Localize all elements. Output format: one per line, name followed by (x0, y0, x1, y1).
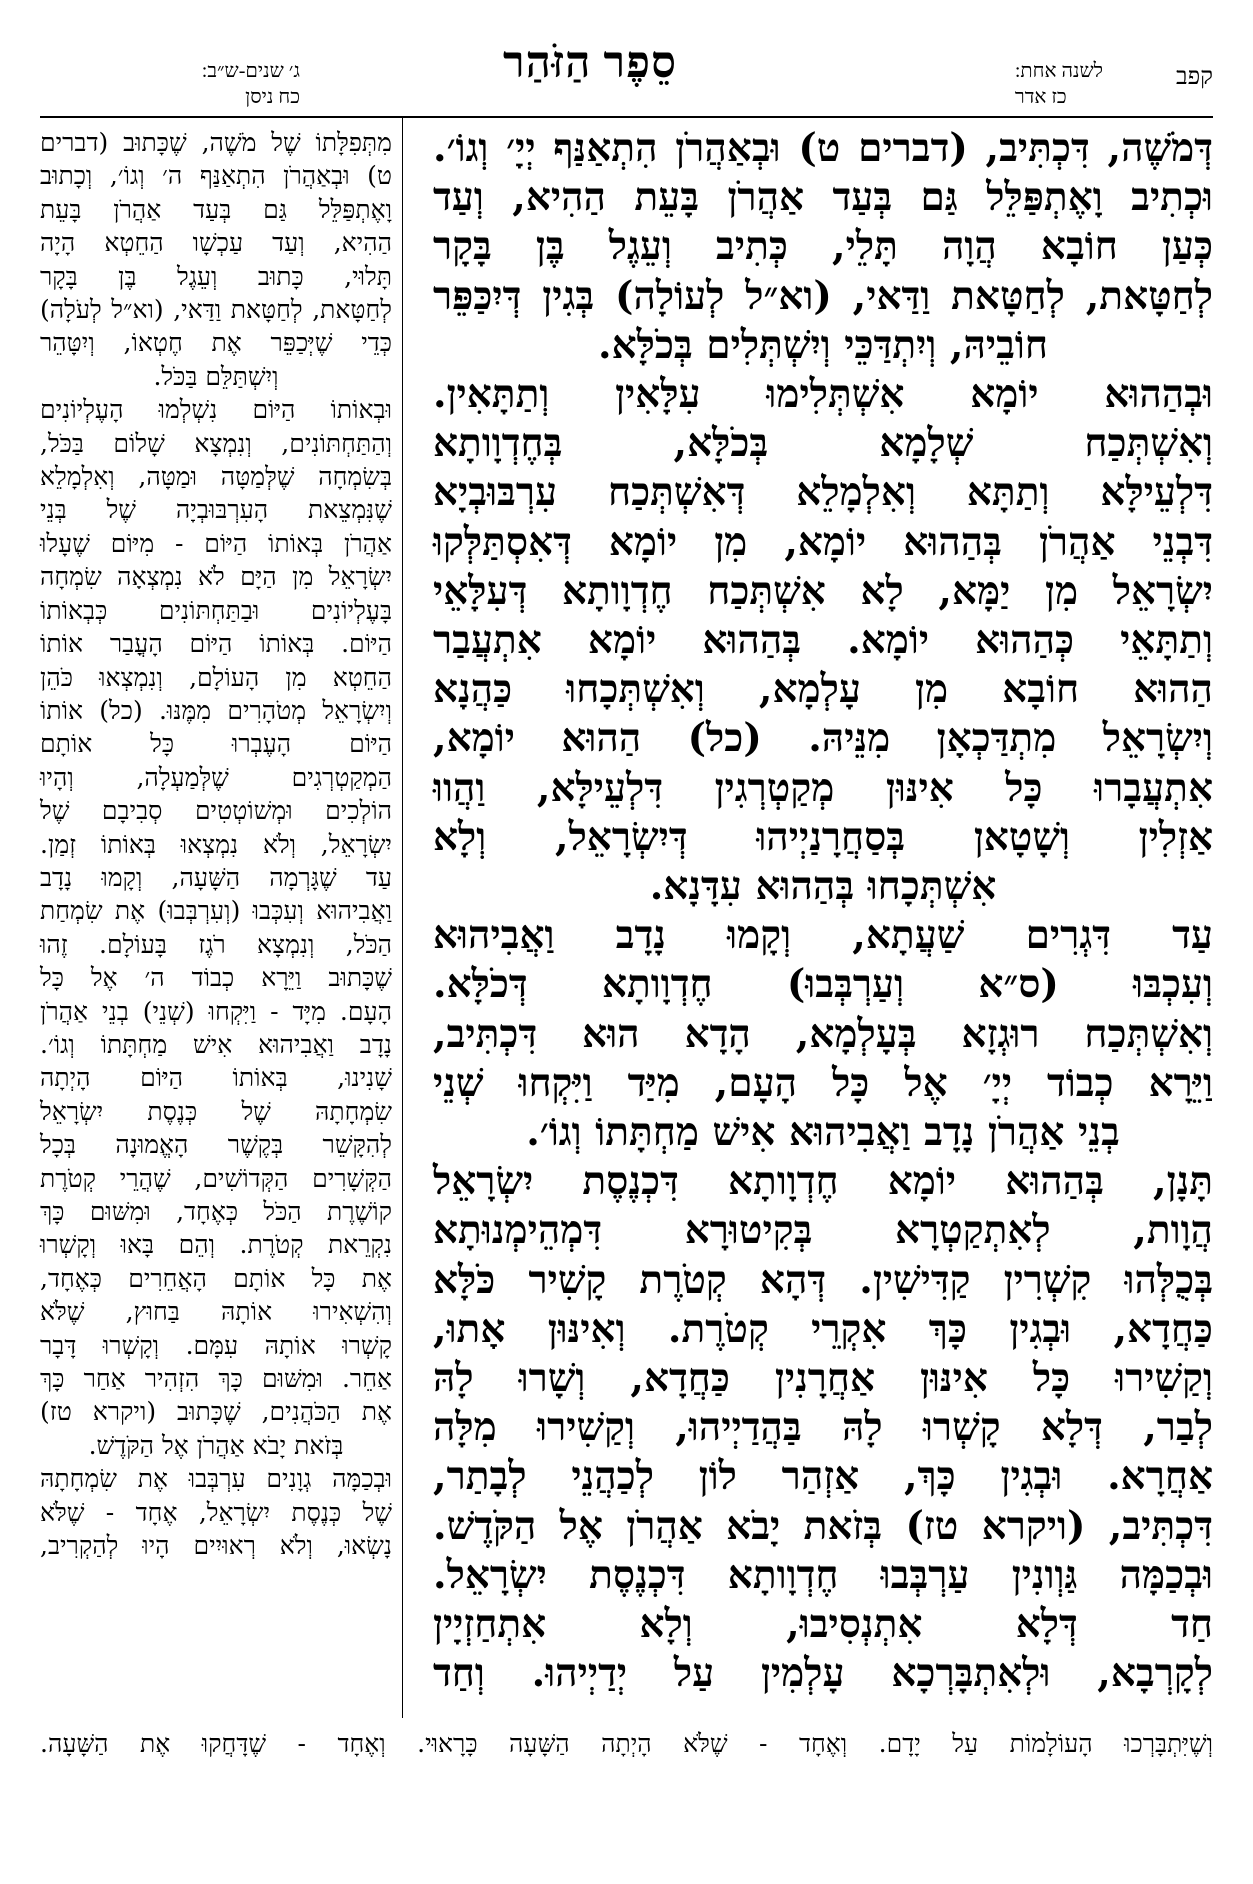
text-line: וְהִשְׁאִירוּ אוֹתָהּ בַּחוּץ, שֶׁלֹּא (40, 1297, 392, 1327)
footer-line: וְשֶׁיִּתְבָּרְכוּ הָעוֹלָמוֹת עַל יָדָם. וְאֶחָד - שֶׁלֹּא הָיְתָה הַשָּׁעָה כָּרָאוּי. וְאֶחָד - שֶׁדָּחֲקוּ אֶת הַשָּׁעָה. (40, 1729, 1213, 1758)
text-line: הָעָם. מִיָּד - וַיִּקְחוּ (שְׁנֵי) בְנֵי אַהֲרֹן (40, 996, 392, 1026)
hebrew-translation-column (40, 126, 392, 1716)
text-line: דִּכְתִּיב, (ויקרא טז) בְּזֹאת יָבֹא אַהֲרֹן אֶל הַקֹּדֶשׁ. (433, 1502, 1213, 1549)
text-line: לְבַר, דְּלָא קָשְׁרוּ לָהּ בַּהֲדַיְיהוּ, וְקַשִׁירוּ מִלָּה (433, 1404, 1213, 1451)
header-rule (40, 116, 1213, 118)
text-line: תָּנָן, בְּהַהוּא יוֹמָא חֶדְוָותָא דִּכְנֶסֶת יִשְׂרָאֵל (433, 1158, 1213, 1205)
column-divider (402, 118, 403, 1718)
page-number: קפב (1176, 64, 1213, 90)
text-line: בְּשִׂמְחָה שֶׁלְּמַטָּה וּמַטָּה, וְאִלְמָלֵא (40, 462, 392, 492)
book-title: סֵפֶר הַזֹּהַר (502, 38, 678, 87)
text-line: עַד דִּגְרִים שַׁעֲתָא, וְקָמוּ נָדָב וַאֲבִיהוּא (433, 912, 1213, 959)
text-line: בְּכֻלְּהוּ קִשְׁרִין קַדִּישִׁין. דְּהָא קְטֹרֶת קָשִׁיר כֹּלָּא (433, 1256, 1213, 1303)
text-line: יִשְׂרָאֵל, וְלֹא נִמְצְאוּ בְּאוֹתוֹ זְמַן. (40, 829, 392, 859)
text-line: וְתַתָּאֵי כְּהַהוּא יוֹמָא. בְּהַהוּא יוֹמָא אִתְעֲבַר (433, 617, 1213, 664)
text-line: נָשְׂאוּ, וְלֹא רְאוּיִים הָיוּ לְהַקְרִיב, (40, 1531, 392, 1561)
text-line: ט) וּבְאַהֲרֹן הִתְאַנַּף ה׳ וְגוֹ׳, וְכָתוּב (40, 161, 392, 191)
text-line: וּבְאוֹתוֹ הַיּוֹם נִשְׁלְמוּ הָעֶלְיוֹנִים (40, 395, 392, 425)
text-line: הוֹלְכִים וּמְשׁוֹטְטִים סְבִיבָם שֶׁל (40, 796, 392, 826)
text-line: הַהִיא, וְעַד עַכְשָׁו הַחֵטְא הָיָה (40, 228, 392, 258)
text-line: חוֹבֵיהּ, וְיִתְדַּכֵּי וְיִשְׁתְּלִים בְּכֹלָּא. (598, 321, 1048, 368)
yearly-schedule-label: לשנה אחת: (1014, 60, 1103, 82)
text-line: וְיִשְׂרָאֵל מִתְדַּכְאָן מִנֵּיהּ. (כל) הַהוּא יוֹמָא, (433, 715, 1213, 762)
text-line: וַיֵּרָא כְבוֹד יְיָ׳ אֶל כָּל הָעָם, מִיַּד וַיִּקְחוּ שְׁנֵי (433, 1059, 1213, 1106)
text-line: שֶׁכָּתוּב וַיֵּרָא כְבוֹד ה׳ אֶל כָּל (40, 963, 392, 993)
text-line: מִתְּפִלָּתוֹ שֶׁל מֹשֶׁה, שֶׁכָּתוּב (דברים (40, 128, 392, 157)
text-line: הַחֵטְא מִן הָעוֹלָם, וְנִמְצְאוּ כֹּהֵן (40, 662, 392, 692)
text-line: קָשְׁרוּ אוֹתָהּ עִמָּם. וְקָשְׁרוּ דָּבָר (40, 1330, 392, 1360)
text-line: הַיּוֹם. בְּאוֹתוֹ הַיּוֹם הָעֳבַר אוֹתוֹ (40, 629, 392, 659)
text-line: וּבְהַהוּא יוֹמָא אִשְׁתְּלִימוּ עִלָּאִין וְתַתָּאִין. (433, 371, 1213, 418)
text-line: תָּלוּי, כָּתוּב וְעֵגֶל בֶּן בָּקָר (40, 261, 392, 291)
text-line: אֶת כָּל אוֹתָם הָאֲחֵרִים כְּאֶחָד, (40, 1263, 392, 1293)
text-line: שֶׁנִּמְצֵאת הָעִרְבּוּבְיָה שֶׁל בְּנֵי (40, 495, 392, 525)
text-line: וְיִשְׂרָאֵל מְטֹהָרִים מִמֶּנּוּ. (כל) אוֹתוֹ (40, 695, 392, 725)
text-line: לְחַטָּאת, לְחַטָּאת וַדַּאי, (וא״ל לְעוֹלָה) בְּגִין דְּיִכַּפֵּר (433, 272, 1213, 319)
text-line: אֶת הַכֹּהֲנִים, שֶׁכָּתוּב (ויקרא טז) (40, 1397, 392, 1427)
three-year-schedule-date: כח ניסן (245, 86, 300, 108)
text-line: חַד דְּלָא אִתְנְסִיבוּ, וְלָא אִתְחַזְיָין (433, 1601, 1213, 1648)
text-line: עַד שֶׁגָּרְמָה הַשָּׁעָה, וְקָמוּ נָדָב (40, 862, 392, 892)
text-line: הֲוָות, לְאִתְקַטְרָא בְּקִיטוּרָא דִּמְהֵימְנוּתָא (433, 1207, 1213, 1254)
text-line: לְחַטָּאת, לְחַטָּאת וַדַּאי, (וא״ל לְעֹלָה) (40, 295, 392, 325)
text-line: וְאִשְׁתְּכַח רוּגְזָא בְּעָלְמָא, הָדָא הוּא דִּכְתִּיב, (433, 1010, 1213, 1057)
text-line: וּכְתִיב וָאֶתְפַּלֵּל גַּם בְּעַד אַהֲרֹן בָּעֵת הַהִיא, וְעַד (433, 174, 1213, 221)
text-line: אַזְלִין וְשָׁטָאן בְּסַחֲרָנַיְיהוּ דְּיִשְׂרָאֵל, וְלָא (433, 813, 1213, 860)
text-line: וַאֲבִיהוּא וְעִכְּבוּ (וְעִרְבְּבוּ) אֶת שִׂמְחַת (40, 896, 392, 926)
yearly-schedule (1015, 58, 1103, 110)
text-line: אַחֲרָא. וּבְגִין כָּךְ, אַזְהַר לוֹן לְכַהֲנֵי לְבָתַר, (433, 1453, 1213, 1500)
text-line: וּבְכַמָּה גַּוְונִין עַרְבְּבוּ חֶדְוָותָא דִּכְנֶסֶת יִשְׂרָאֵל. (433, 1551, 1213, 1598)
text-line: לְקָרְבָא, וּלְאִתְבָּרְכָא עָלְמִין עַל יְדַיְיהוּ. וְחַד (433, 1650, 1213, 1697)
text-line: אַחֵר. וּמִשּׁוּם כָּךְ הִזְהִיר אַחַר כָּךְ (40, 1364, 392, 1394)
text-line: יִשְׂרָאֵל מִן יַמָּא, לָא אִשְׁתְּכַח חֶדְוָותָא דְּעִלָּאֵי (433, 567, 1213, 614)
text-line: וָאֶתְפַּלֵּל גַּם בְּעַד אַהֲרֹן בָּעֵת (40, 194, 392, 224)
text-line: דִּלְעֵילָּא וְתַתָּא וְאִלְמָלֵא דְּאִשְׁתְּכַח עִרְבּוּבְיָא (433, 469, 1213, 516)
text-line: בָּעֶלְיוֹנִים וּבַתַּחְתּוֹנִים כְּבְאוֹתוֹ (40, 595, 392, 625)
text-line: הַיּוֹם הָעֶבְרוּ כָּל אוֹתָם (40, 729, 392, 759)
text-line: אִתְעֲבָרוּ כָּל אִינּוּן מְקַטְרְגִין דִּלְעֵילָּא, וַהֲווּ (433, 764, 1213, 811)
text-line: הַמְקַטְרְגִים שֶׁלְּמַעְלָה, וְהָיוּ (40, 762, 392, 792)
text-line: כְּעַן חוֹבָא הֲוָה תָּלֵי, כְּתִיב וְעֵגֶל בֶּן בָּקָר (433, 223, 1213, 270)
text-line: וּבְכַמָּה גְוָנִים עִרְבְּבוּ אֶת שִׂמְחָתָהּ (40, 1464, 392, 1494)
text-line: שֶׁל כְּנֶסֶת יִשְׂרָאֵל, אֶחָד - שֶׁלֹּא (40, 1497, 392, 1527)
text-line: שִׂמְחָתָהּ שֶׁל כְּנֶסֶת יִשְׂרָאֵל (40, 1096, 392, 1126)
three-year-schedule (40, 58, 300, 110)
text-line: הַקְּשָׁרִים הַקְּדוֹשִׁים, שֶׁהֲרֵי קְטֹרֶת (40, 1163, 392, 1193)
text-line: אִשְׁתְּכָחוּ בְּהַהוּא עִדָּנָא. (649, 863, 997, 910)
text-line: וְעִכְבּוּ (ס״א וְעַרְבְּבוּ) חֶדְוָותָא דְּכֹלָּא. (433, 961, 1213, 1008)
text-line: הַהוּא חוֹבָא מִן עָלְמָא, וְאִשְׁתְּכָחוּ כַּהֲנָא (433, 666, 1213, 713)
three-year-schedule-label: ג׳ שנים-ש״ב: (201, 60, 300, 82)
text-line: נָדָב וַאֲבִיהוּא אִישׁ מַחְתָּתוֹ וְגוֹ׳. (40, 1029, 392, 1059)
text-line: שָׁנִינוּ, בְּאוֹתוֹ הַיּוֹם הָיְתָה (40, 1063, 392, 1093)
text-line: דְּמֹשֶׁה, דִּכְתִּיב, (דברים ט) וּבְאַהֲרֹן הִתְאַנַּף יְיָ׳ וְגוֹ׳. (433, 125, 1213, 171)
text-line: כְּדֵי שֶׁיְּכַפֵּר אֶת חֶטְאוֹ, וְיִטָּהֵר (40, 328, 392, 358)
text-line: לְהִקָּשֵׁר בְּקֶשֶׁר הָאֱמוּנָה בְּכָל (40, 1130, 392, 1160)
text-line: הַכֹּל, וְנִמְצָא רֹגֶז בָּעוֹלָם. זֶהוּ (40, 929, 392, 959)
yearly-schedule-date: כז אדר (1014, 86, 1067, 108)
text-line: דִּבְנֵי אַהֲרֹן בְּהַהוּא יוֹמָא, מִן יוֹמָא דְּאִסְתַּלְּקוּ (433, 518, 1213, 565)
text-line: קוֹשֶׁרֶת הַכֹּל כְּאֶחָד, וּמִשּׁוּם כָּךְ (40, 1197, 392, 1226)
text-line: וְקַשִׁירוּ כָּל אִינּוּן אַחֲרָנִין כַּחֲדָא, וְשָׁרוּ לָהּ (433, 1355, 1213, 1402)
text-line: כַּחֲדָא, וּבְגִין כָּךְ אִקְרֵי קְטֹרֶת. וְאִינּוּן אָתוּ, (433, 1305, 1213, 1352)
text-line: אַהֲרֹן בְּאוֹתוֹ הַיּוֹם - מִיּוֹם שֶׁעָלוּ (40, 528, 392, 558)
text-line: וְהַתַּחְתּוֹנִים, וְנִמְצָא שָׁלוֹם בַּכֹּל, (40, 428, 392, 458)
text-line: בְנֵי אַהֲרֹן נָדָב וַאֲבִיהוּא אִישׁ מַחְתָּתוֹ וְגוֹ׳. (526, 1109, 1120, 1156)
text-line: יִשְׂרָאֵל מִן הַיָּם לֹא נִמְצְאָה שִׂמְחָה (40, 562, 392, 592)
text-line: וְאִשְׁתְּכַח שְׁלָמָא בְּכֹלָּא, בְּחֶדְוָותָא (433, 420, 1213, 467)
text-line: בְּזֹאת יָבֹא אַהֲרֹן אֶל הַקֹּדֶשׁ. (88, 1430, 344, 1460)
text-line: נִקְרֵאת קְטֹרֶת. וְהֵם בָּאוּ וְקָשְׁרוּ (40, 1230, 392, 1260)
text-line: וְיִשְׁתַּלֵּם בַּכֹּל. (153, 361, 279, 391)
aramaic-text-column (433, 124, 1213, 1724)
